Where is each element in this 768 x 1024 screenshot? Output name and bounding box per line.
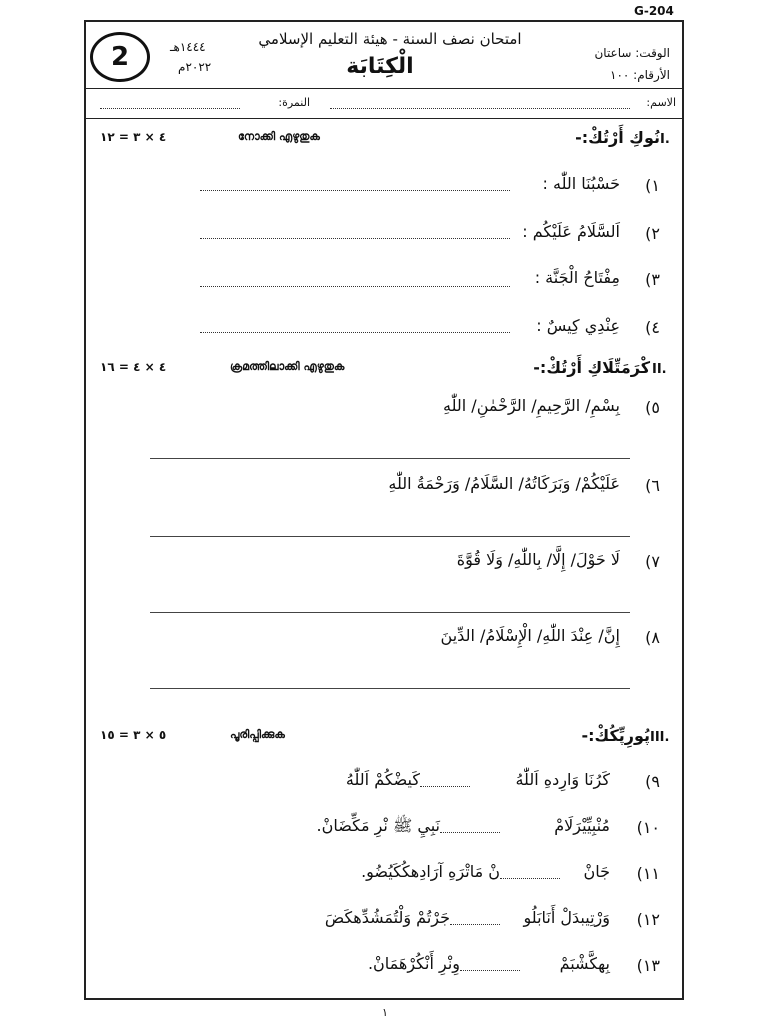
answer-line[interactable] xyxy=(200,286,510,287)
item-number: ١٠) xyxy=(636,818,660,837)
section1-roman: I. xyxy=(660,132,670,147)
answer-line[interactable] xyxy=(200,238,510,239)
fill-left: وِنْرِ أَنْكُرْهَمَانْ. xyxy=(367,954,460,973)
exam-title: امتحان نصف السنة - هيئة التعليم الإسلامي xyxy=(258,30,522,48)
item-text: لَا حَوْلَ/ إِلَّا/ بِاللّٰهِ/ وَلَا قُوَّةَ xyxy=(456,550,620,569)
item-number: ١٣) xyxy=(636,956,660,975)
item-number: ١) xyxy=(645,176,660,195)
section1-score: ٤ × ٣ = ١٢ xyxy=(100,130,167,144)
item-text: إِنَّ/ عِنْدَ اللّٰهِ/ الْإِسْلَامُ/ الدِّينَ xyxy=(440,626,620,645)
page-frame xyxy=(84,20,684,1000)
blank[interactable] xyxy=(420,786,470,787)
item-text: مِفْتَاحُ الْجَنَّة : xyxy=(534,268,620,287)
roll-label: النمرة: xyxy=(278,96,310,109)
answer-line[interactable] xyxy=(150,458,630,459)
item-number: ٥) xyxy=(645,398,660,417)
item-number: ٤) xyxy=(645,318,660,337)
fill-left: نْ مَاتْرَهِ آرَادِهكُكَيُضُو. xyxy=(361,862,500,881)
answer-line[interactable] xyxy=(200,332,510,333)
circle-number: 2 xyxy=(90,32,150,82)
item-text: حَسْبُنَا اللّٰه : xyxy=(542,174,620,193)
time-label: الوقت: ساعتان xyxy=(594,46,670,60)
roll-field[interactable] xyxy=(100,108,240,109)
section3-score: ٥ × ٣ = ١٥ xyxy=(100,728,167,742)
item-number: ٣) xyxy=(645,270,660,289)
fill-right: كَرُنَا وَارِدهِ اَللّٰهُ xyxy=(515,770,610,789)
section1-title: نُوكِ أَرْتُكْ:- xyxy=(575,128,660,147)
fill-right: بِهكَّشْبَمْ xyxy=(559,954,610,973)
fill-right: جَانْ xyxy=(583,862,610,881)
item-text: بِسْمِ/ الرَّحِيمِ/ الرَّحْمٰنِ/ اللّٰهِ xyxy=(443,396,620,415)
name-field[interactable] xyxy=(330,108,630,109)
section2-roman: II. xyxy=(652,362,667,377)
exam-code: G-204 xyxy=(634,4,674,18)
fill-right: وَرْتِيبدَلْ أَنَابَلُو xyxy=(523,908,610,927)
item-number: ٨) xyxy=(645,628,660,647)
greg-year: ٢٠٢٢م xyxy=(178,60,212,74)
section3-roman: III. xyxy=(650,730,670,745)
item-number: ١١) xyxy=(636,864,660,883)
item-text: عِنْدِي كِيسٌ : xyxy=(536,316,620,335)
item-number: ١٢) xyxy=(636,910,660,929)
section2-score: ٤ × ٤ = ١٦ xyxy=(100,360,167,374)
section2-title: كْرَمَتِّلَاكِ أَرْتُكْ:- xyxy=(533,358,650,377)
blank[interactable] xyxy=(500,878,560,879)
fill-right: مُنْبِيِّيْرَلَامْ xyxy=(554,816,610,835)
subject-title: الْكِتَابَة xyxy=(346,54,414,79)
item-number: ٢) xyxy=(645,224,660,243)
item-number: ٧) xyxy=(645,552,660,571)
blank[interactable] xyxy=(440,832,500,833)
hijri-year: ١٤٤٤هـ xyxy=(170,40,206,54)
marks-label: الأرقام: ١٠٠ xyxy=(610,68,670,82)
answer-line[interactable] xyxy=(150,612,630,613)
fill-left: كَيضْكُمْ اَللّٰهُ xyxy=(345,770,420,789)
name-divider xyxy=(86,118,682,119)
answer-line[interactable] xyxy=(150,536,630,537)
page-number: ١ xyxy=(382,1006,388,1019)
item-number: ٦) xyxy=(645,476,660,495)
item-text: اَلسَّلَامُ عَلَيْكُم : xyxy=(522,222,620,241)
section3-title: پُورِپِّكُكْ:- xyxy=(581,726,650,745)
item-number: ٩) xyxy=(645,772,660,791)
header-divider xyxy=(86,88,682,89)
fill-left: جَرْتُمْ وَلْتُمَشُدِّهكَضَ xyxy=(324,908,450,927)
blank[interactable] xyxy=(460,970,520,971)
section1-instruction: നോക്കി എഴുതുക xyxy=(238,130,320,143)
section3-instruction: പൂരിപ്പിക്കുക xyxy=(230,728,285,741)
answer-line[interactable] xyxy=(200,190,510,191)
fill-mid: نَبِيِ ﷺ نْرِ مَكِّضَانْ. xyxy=(316,816,440,835)
section2-instruction: ക്രമത്തിലാക്കി എഴുതുക xyxy=(230,360,345,373)
name-label: الاسم: xyxy=(646,96,676,109)
blank[interactable] xyxy=(450,924,500,925)
answer-line[interactable] xyxy=(150,688,630,689)
item-text: عَلَيْكُمْ/ وَبَرَكَاتُهُ/ السَّلَامُ/ وَرَحْمَةُ اللّٰهِ xyxy=(388,474,620,493)
